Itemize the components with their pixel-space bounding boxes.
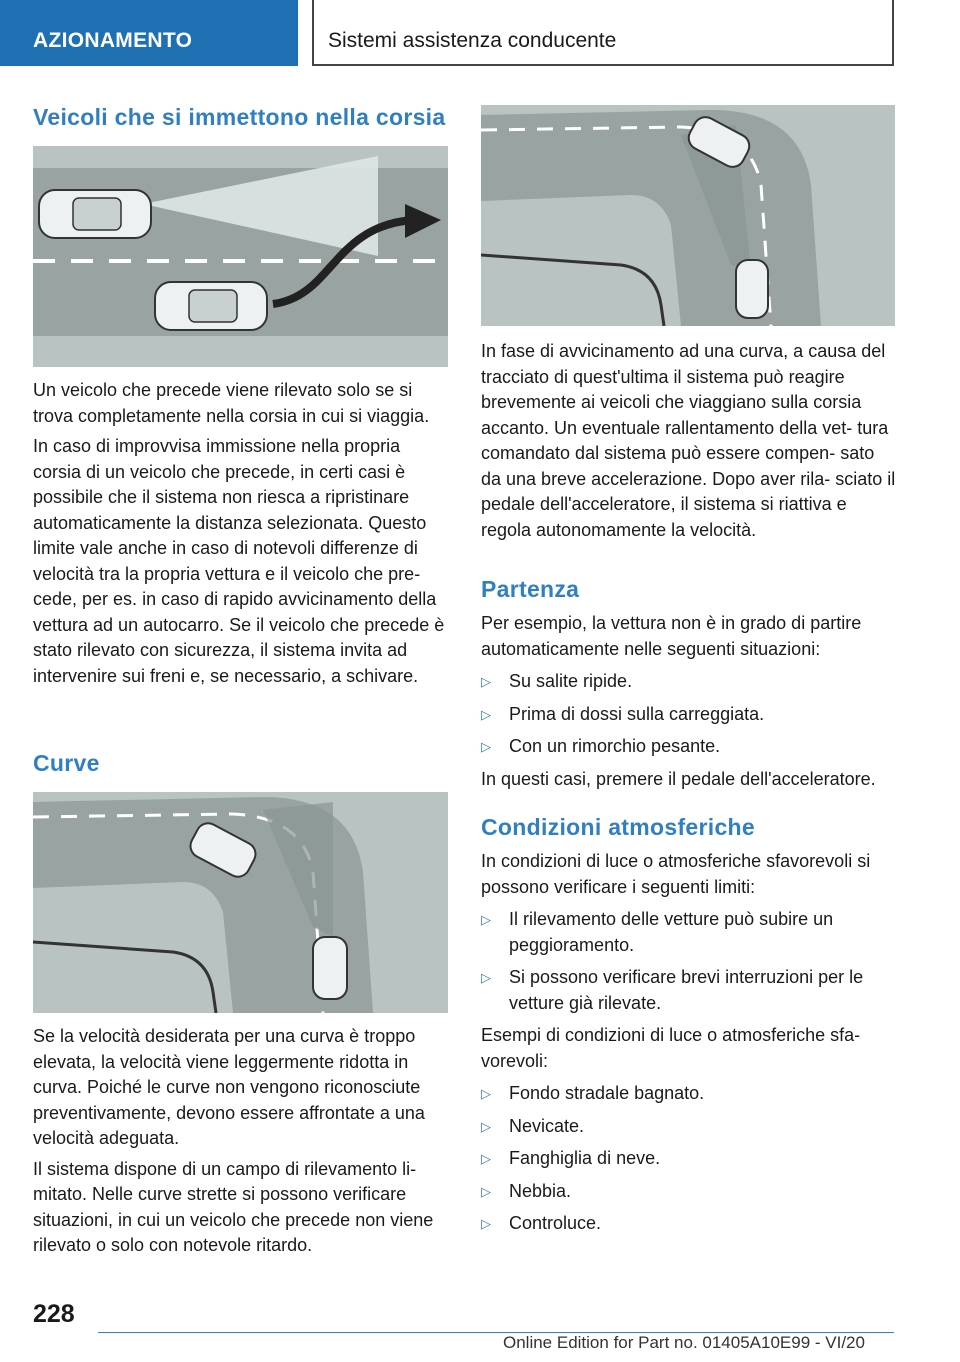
paragraph: In fase di avvicinamento ad una curva, a causa del tracciato di quest'ultima il sistema può reagire brevemente ai veicoli che viaggiano sulla corsia accanto. Un eventuale rallentamento della vet‐ tura comandato dal sistema può essere compen‐ sato da una breve accelerazione. Dopo aver rila‐ sciato il pedale dell'acceleratore, il sistema si riattiva e regola autonomamente la velocità.: [481, 341, 896, 540]
left-text-1: [33, 378, 448, 689]
heading-merging-vehicles: Veicoli che si immettono nella corsia: [33, 104, 446, 130]
triangle-right-icon: ▷: [481, 970, 491, 985]
triangle-right-icon: ▷: [481, 912, 491, 927]
paragraph: In caso di improvvisa immissione nella propria corsia di un veicolo che precede, in certi casi è possibile che il sistema non riesca a ripristinare automaticamente la distanza selezionata. Questo limite vale anche in caso di notevoli differenze di velocità tra la propria vettura e il veicolo che pre‐ cede, per es. in caso di rapido avvicinamento della vettura ad un autocarro. Se il veicolo che precede è stato rilevato con sicurezza, il sistema invita ad intervenire sui freni e, se necessario, a schivare.: [33, 436, 445, 686]
heading-curves: Curve: [33, 750, 100, 776]
list-item: ▷ Prima di dossi sulla carreggiata.: [481, 702, 896, 728]
edition-text: Online Edition for Part no. 01405A10E99 - VI/20: [503, 1333, 865, 1352]
list-item: ▷ Su salite ripide.: [481, 669, 896, 695]
paragraph: In questi casi, premere il pedale dell'acceleratore.: [481, 768, 876, 789]
figure-merging-vehicle: [33, 146, 448, 367]
triangle-right-icon: ▷: [481, 1183, 491, 1199]
page-number: 228: [33, 1300, 75, 1328]
section-tab: [0, 0, 298, 66]
paragraph: Per esempio, la vettura non è in grado di partire automaticamente nelle seguenti situazioni:: [481, 613, 862, 659]
right-section-start: [481, 576, 896, 792]
chapter-title: Sistemi assistenza conducente: [328, 29, 617, 52]
left-heading-block: [33, 104, 448, 131]
triangle-right-icon: ▷: [481, 1086, 491, 1101]
chapter-header: [312, 0, 894, 66]
car-front: [39, 190, 151, 238]
triangle-right-icon: ▷: [481, 1216, 491, 1231]
left-text-2: [33, 1024, 448, 1259]
list-start: [481, 669, 896, 760]
list-item: ▷ Fondo stradale bagnato.: [481, 1081, 896, 1107]
list-item: ▷ Nebbia.: [481, 1179, 896, 1205]
paragraph: Se la velocità desiderata per una curva è troppo elevata, la velocità viene leggermente ridotta in curva. Poiché le curve non vengono riconosciute preventivamente, devono essere affrontate a una velocità adeguata.: [33, 1026, 425, 1148]
list-item: ▷ Con un rimorchio pesante.: [481, 734, 896, 760]
heading-start: Partenza: [481, 576, 580, 602]
list-item: ▷ Si possono verificare brevi interruzioni per le vetture già rilevate.: [481, 967, 864, 1013]
triangle-right-icon: ▷: [481, 1151, 491, 1166]
list-item: ▷ Fanghiglia di neve.: [481, 1146, 896, 1172]
triangle-right-icon: ▷: [481, 674, 491, 689]
triangle-right-icon: ▷: [481, 706, 491, 722]
figure-curve-right: [481, 105, 895, 326]
car-own: [155, 282, 267, 330]
list-weather-examples: [481, 1081, 896, 1237]
left-heading-block-2: [33, 750, 448, 777]
paragraph: In condizioni di luce o atmosferiche sfavorevoli si possono verificare i seguenti limiti:: [481, 851, 871, 897]
list-item: ▷ Nevicate.: [481, 1114, 896, 1140]
paragraph: Il sistema dispone di un campo di rilevamento li‐ mitato. Nelle curve strette si possono verificare situazioni, in cui un veicolo che precede non viene rilevato o solo con notevole ritardo.: [33, 1158, 434, 1255]
section-title: AZIONAMENTO: [33, 29, 193, 52]
paragraph: Un veicolo che precede viene rilevato solo se si trova completamente nella corsia in cui si viaggia.: [33, 380, 430, 426]
list-item: ▷ Il rilevamento delle vetture può subire un peggioramento.: [481, 909, 834, 955]
figure-curve-left: [33, 792, 448, 1013]
list-item: ▷ Controluce.: [481, 1211, 896, 1237]
list-weather-limits: [481, 907, 896, 1016]
paragraph: Esempi di condizioni di luce o atmosferiche sfa‐ vorevoli:: [481, 1025, 861, 1071]
triangle-right-icon: ▷: [481, 1118, 491, 1134]
right-section-weather: [481, 814, 896, 1244]
right-text-1: [481, 339, 896, 543]
heading-weather: Condizioni atmosferiche: [481, 814, 755, 840]
triangle-right-icon: ▷: [481, 739, 491, 754]
